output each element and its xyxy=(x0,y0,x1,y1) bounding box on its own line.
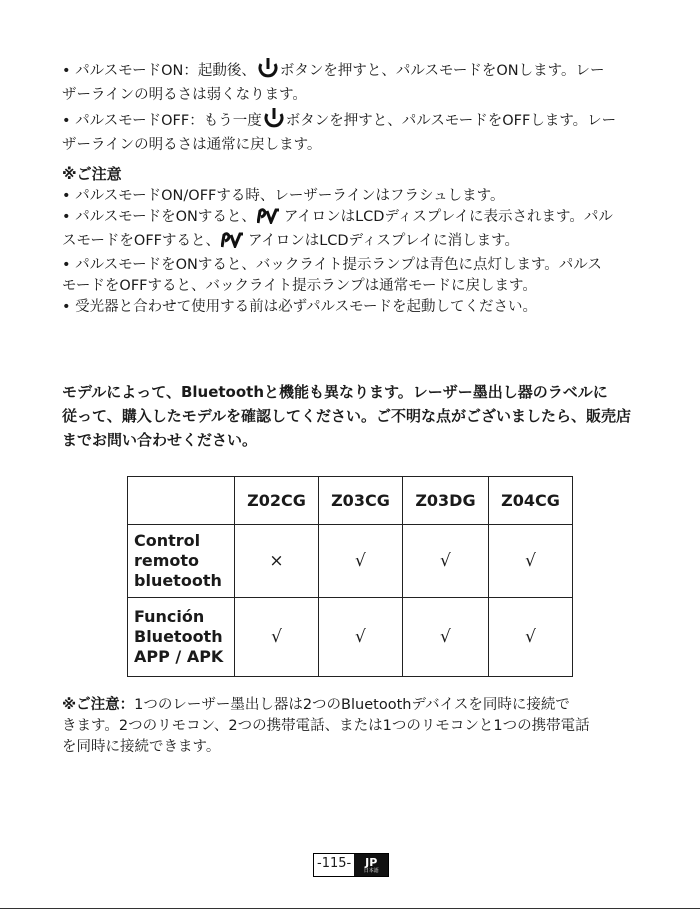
pulse-mode-icon xyxy=(257,208,283,231)
table-header-model: Z03DG xyxy=(402,477,488,525)
connection-note-line-3: を同時に接続できます。 xyxy=(62,739,221,755)
caution-list xyxy=(62,186,642,318)
pulse-off-line-1: • パルスモードOFF：もう一度 ボタンを押すと、パルスモードをOFFします。レー xyxy=(62,108,642,135)
model-notice xyxy=(62,380,652,452)
page-number-badge xyxy=(313,853,389,877)
pulse-on-line-1: • パルスモードON：起動後、 ボタンを押すと、パルスモードをONします。レー xyxy=(62,58,642,85)
caution-bullet-1: • パルスモードON/OFFする時、レーザーラインはフラシュします。 xyxy=(62,188,505,204)
model-notice-line-1: モデルによって、Bluetoothと機能も異なります。レーザー墨出し器のラベルに xyxy=(62,383,608,401)
check-mark: √ xyxy=(488,525,572,598)
pulse-off-line-2: ザーラインの明るさは通常に戻します。 xyxy=(62,137,322,153)
caution-bullet-3-line-2: モードをOFFすると、バックライト提示ランプは通常モードに戻します。 xyxy=(62,278,537,294)
caution-bullet-2-line-2: スモードをOFFすると、 アイロンはLCDディスプレイに消します。 xyxy=(62,231,642,255)
model-notice-line-2: 従って、購入したモデルを確認してください。ご不明な点がございましたら、販売店 xyxy=(62,407,631,425)
model-feature-table xyxy=(127,476,573,677)
page-number: -115- xyxy=(314,854,354,876)
table-header-model: Z04CG xyxy=(488,477,572,525)
row-label-bluetooth-remote: Control remoto bluetooth xyxy=(128,525,235,598)
table-header-model: Z02CG xyxy=(235,477,319,525)
language-badge: JP 日本語 xyxy=(354,854,388,876)
pulse-on-line-2: ザーラインの明るさは弱くなります。 xyxy=(62,87,307,103)
table-header-model: Z03CG xyxy=(318,477,402,525)
table-header-empty xyxy=(128,477,235,525)
pulse-mode-icon xyxy=(221,232,247,255)
check-mark: √ xyxy=(235,598,319,677)
row-label-bluetooth-app: Función Bluetooth APP / APK xyxy=(128,598,235,677)
caution-bullet-4: • 受光器と合わせて使用する前は必ずパルスモードを起動してください。 xyxy=(62,299,537,315)
caution-heading: ※ご注意 xyxy=(62,165,122,183)
table-row xyxy=(128,598,573,677)
connection-note-prefix: ※ご注意： xyxy=(62,697,135,713)
check-mark: √ xyxy=(402,525,488,598)
bottom-divider xyxy=(0,908,700,909)
check-mark: √ xyxy=(402,598,488,677)
caution-bullet-3-line-1: • パルスモードをONすると、バックライト提示ランプは青色に点灯します。パルス xyxy=(62,257,602,273)
power-button-icon xyxy=(263,108,285,135)
power-button-icon xyxy=(257,58,279,85)
check-mark: √ xyxy=(318,525,402,598)
table-row xyxy=(128,525,573,598)
connection-note-line-2: きます。2つのリモコン、2つの携帯電話、または1つのリモコンと1つの携帯電話 xyxy=(62,718,590,734)
caution-bullet-2-line-1: • パルスモードをONすると、 アイロンはLCDディスプレイに表示されます。パル xyxy=(62,207,642,231)
connection-note: ※ご注意：1つのレーザー墨出し器は2つのBluetoothデバイスを同時に接続で きます。2つのリモコン、2つの携帯電話、または1つのリモコンと1つの携帯電話 を同時に接続できます。 xyxy=(62,695,642,758)
table-header-row xyxy=(128,477,573,525)
model-notice-line-3: までお問い合わせください。 xyxy=(62,431,258,449)
check-mark: √ xyxy=(488,598,572,677)
pulse-mode-section xyxy=(62,58,642,156)
check-mark: √ xyxy=(318,598,402,677)
cross-mark: × xyxy=(235,525,319,598)
